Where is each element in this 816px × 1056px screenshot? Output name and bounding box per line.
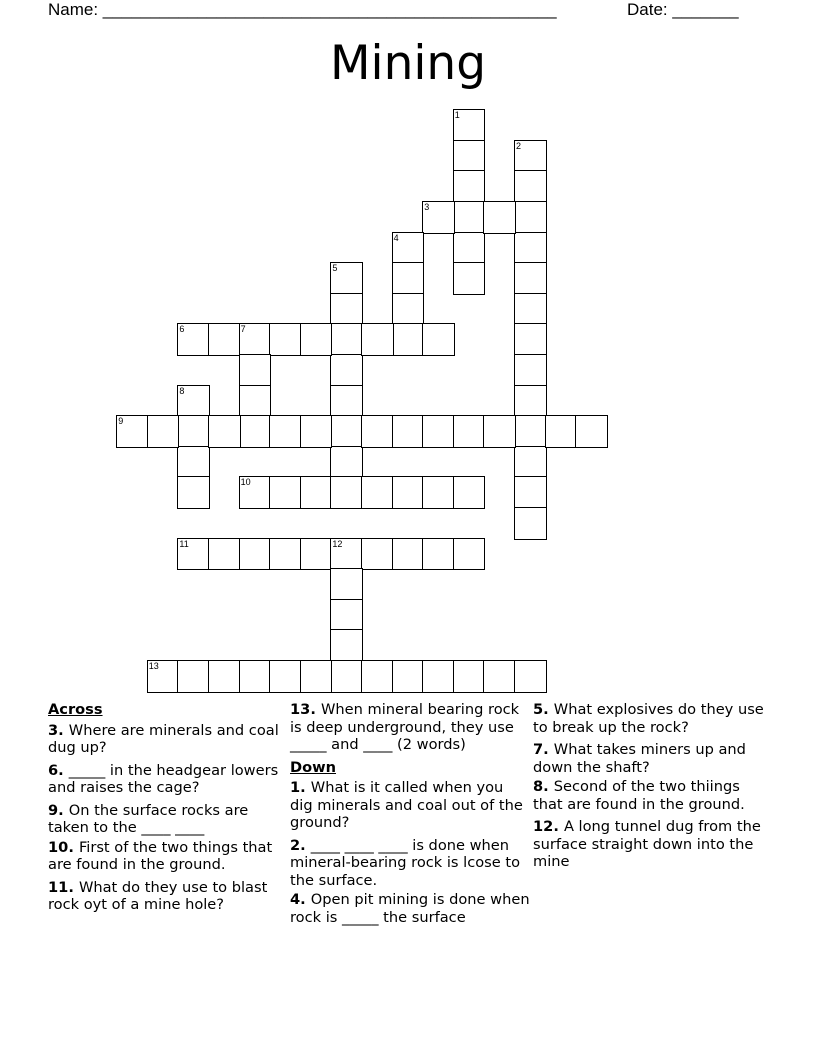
grid-cell[interactable] [269, 660, 302, 693]
grid-cell[interactable] [300, 476, 333, 509]
grid-cell[interactable] [453, 262, 486, 295]
grid-cell[interactable] [330, 262, 363, 295]
clue-number: 8 [179, 385, 185, 396]
grid-cell[interactable] [330, 446, 363, 479]
down-clue: 8. Second of the two thiings that are found in the ground. [533, 778, 745, 813]
across-clue: 11. What do they use to blast rock oyt of a mine hole? [48, 878, 268, 913]
grid-cell[interactable] [330, 354, 363, 387]
grid-cell[interactable] [330, 599, 363, 632]
grid-cell[interactable] [514, 170, 547, 203]
grid-cell[interactable] [239, 385, 272, 418]
grid-cell[interactable] [239, 538, 272, 571]
across-clue: 13. When mineral bearing rock is deep underground, they use _____ and ____ (2 words) [290, 701, 520, 753]
grid-cell[interactable] [330, 323, 363, 356]
down-clue: 7. What takes miners up and down the shaft? [533, 741, 746, 776]
name-field[interactable]: Name: ________________________________________________ [48, 0, 557, 19]
clue-number: 1 [454, 110, 460, 121]
across-clue: 3. Where are minerals and coal dug up? [48, 721, 279, 756]
down-clue: 5. What explosives do they use to break up the rock? [533, 701, 764, 736]
grid-cell[interactable] [453, 415, 486, 448]
grid-cell[interactable] [177, 323, 210, 356]
grid-cell[interactable] [483, 201, 516, 234]
clue-column-3 [533, 701, 773, 876]
grid-cell[interactable] [453, 660, 486, 693]
grid-cell[interactable] [392, 262, 425, 295]
grid-cell[interactable] [208, 415, 241, 448]
grid-cell[interactable] [422, 476, 455, 509]
grid-cell[interactable] [514, 385, 547, 418]
grid-cell[interactable] [147, 415, 180, 448]
grid-cell[interactable] [514, 415, 547, 448]
grid-cell[interactable] [330, 476, 363, 509]
grid-cell[interactable] [361, 538, 394, 571]
grid-cell[interactable] [177, 446, 210, 479]
grid-cell[interactable] [330, 538, 363, 571]
down-clue: 12. A long tunnel dug from the surface straight down into the mine [533, 818, 761, 870]
grid-cell[interactable] [514, 660, 547, 693]
grid-cell[interactable] [453, 201, 486, 234]
down-clue: 4. Open pit mining is done when rock is _____ the surface [290, 891, 530, 926]
clue-number: 4 [393, 232, 399, 243]
grid-cell[interactable] [422, 415, 455, 448]
grid-cell[interactable] [116, 415, 149, 448]
grid-cell[interactable] [514, 140, 547, 173]
grid-cell[interactable] [392, 323, 425, 356]
grid-cell[interactable] [177, 538, 210, 571]
grid-cell[interactable] [361, 476, 394, 509]
across-clue: 10. First of the two things that are found in the ground. [48, 838, 273, 873]
grid-cell[interactable] [514, 354, 547, 387]
grid-cell[interactable] [514, 507, 547, 540]
grid-cell[interactable] [239, 415, 272, 448]
grid-cell[interactable] [239, 476, 272, 509]
page-title: Mining [329, 36, 487, 91]
grid-cell[interactable] [300, 323, 333, 356]
grid-cell[interactable] [453, 170, 486, 203]
clue-number: 5 [332, 263, 338, 274]
clue-column-2 [290, 701, 530, 931]
grid-cell[interactable] [239, 323, 272, 356]
grid-cell[interactable] [514, 232, 547, 265]
grid-cell[interactable] [208, 323, 241, 356]
grid-cell[interactable] [453, 538, 486, 571]
grid-cell[interactable] [392, 538, 425, 571]
grid-cell[interactable] [300, 538, 333, 571]
clue-number: 3 [424, 202, 430, 212]
grid-cell[interactable] [208, 660, 241, 693]
across-clue: 9. On the surface rocks are taken to the ____ ____ [48, 801, 249, 836]
grid-cell[interactable] [330, 568, 363, 601]
grid-cell[interactable] [361, 415, 394, 448]
grid-cell[interactable] [239, 354, 272, 387]
grid-cell[interactable] [208, 538, 241, 571]
grid-cell[interactable] [330, 660, 363, 693]
grid-cell[interactable] [269, 538, 302, 571]
grid-cell[interactable] [300, 415, 333, 448]
grid-cell[interactable] [330, 415, 363, 448]
grid-cell[interactable] [361, 323, 394, 356]
grid-cell[interactable] [330, 629, 363, 662]
clue-number: 2 [516, 140, 522, 151]
clue-column-1 [48, 701, 288, 919]
grid-cell[interactable] [422, 660, 455, 693]
grid-cell[interactable] [453, 109, 486, 142]
clue-number: 6 [179, 324, 185, 335]
grid-cell[interactable] [422, 323, 455, 356]
grid-cell[interactable] [147, 660, 180, 693]
grid-cell[interactable] [453, 476, 486, 509]
clue-number: 10 [240, 477, 251, 488]
grid-cell[interactable] [269, 476, 302, 509]
grid-cell[interactable] [453, 140, 486, 173]
grid-cell[interactable] [392, 660, 425, 693]
grid-cell[interactable] [177, 476, 210, 509]
down-heading: Down [290, 758, 337, 776]
clue-number: 13 [148, 661, 159, 671]
down-clue: 2. ____ ____ ____ is done when mineral-bearing rock is lcose to the surface. [290, 836, 521, 889]
grid-cell[interactable] [300, 660, 333, 693]
grid-cell[interactable] [177, 660, 210, 693]
across-clue: 6. _____ in the headgear lowers and raises the cage? [48, 761, 279, 796]
grid-cell[interactable] [483, 415, 516, 448]
clue-number: 7 [240, 324, 246, 335]
grid-cell[interactable] [422, 538, 455, 571]
grid-cell[interactable] [514, 323, 547, 356]
grid-cell[interactable] [453, 232, 486, 265]
down-clue: 1. What is it called when you dig minerals and coal out of the ground? [290, 779, 523, 831]
grid-cell[interactable] [330, 385, 363, 418]
grid-cell[interactable] [177, 415, 210, 448]
grid-cell[interactable] [330, 293, 363, 326]
grid-cell[interactable] [514, 262, 547, 295]
grid-cell[interactable] [514, 446, 547, 479]
grid-cell[interactable] [269, 323, 302, 356]
grid-cell[interactable] [545, 415, 578, 448]
date-field[interactable]: Date: _______ [627, 0, 739, 19]
grid-cell[interactable] [361, 660, 394, 693]
grid-cell[interactable] [269, 415, 302, 448]
grid-cell[interactable] [575, 415, 608, 448]
grid-cell[interactable] [514, 201, 547, 234]
clue-number: 9 [118, 416, 124, 427]
grid-cell[interactable] [239, 660, 272, 693]
grid-cell[interactable] [514, 293, 547, 326]
grid-cell[interactable] [392, 415, 425, 448]
clue-number: 12 [332, 538, 343, 549]
clue-number: 11 [179, 538, 189, 549]
across-heading: Across [48, 701, 103, 718]
grid-cell[interactable] [392, 476, 425, 509]
grid-cell[interactable] [177, 385, 210, 418]
grid-cell[interactable] [514, 476, 547, 509]
grid-cell[interactable] [422, 201, 455, 234]
grid-cell[interactable] [483, 660, 516, 693]
grid-cell[interactable] [392, 293, 425, 326]
grid-cell[interactable] [392, 232, 425, 265]
